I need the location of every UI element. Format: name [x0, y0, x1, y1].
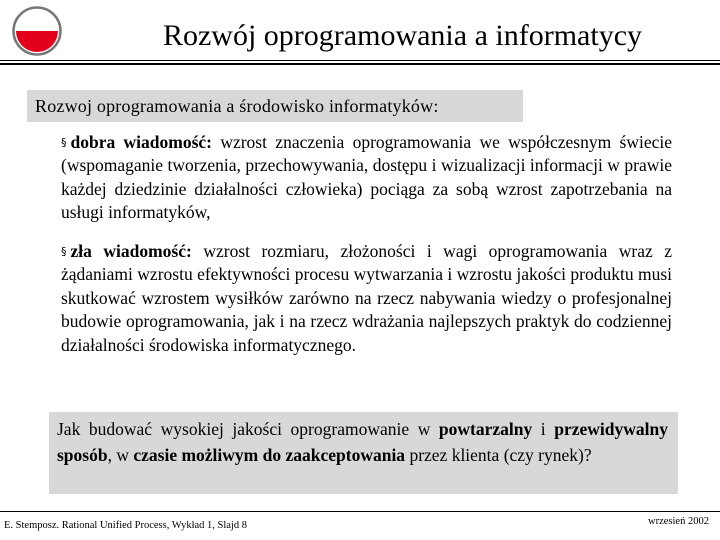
- section-subtitle: Rozwoj oprogramowania a środowisko informatyków:: [27, 90, 523, 122]
- title-divider-thick: [0, 63, 720, 65]
- question-text: , w: [107, 445, 134, 465]
- question-text: i: [532, 419, 555, 439]
- bullet-label: zła wiadomość:: [70, 241, 192, 261]
- question-emphasis: powtarzalny: [438, 419, 533, 439]
- title-divider: [0, 60, 720, 61]
- question-box: [49, 412, 678, 494]
- bullet-bad-news: [61, 240, 672, 357]
- footer-source: E. Stemposz. Rational Unified Process, Wykład 1, Slajd 8: [4, 520, 247, 531]
- poland-flag-logo-icon: [12, 6, 62, 56]
- bullet-marker: §: [61, 245, 67, 258]
- question-emphasis: czasie możliwym do zaakceptowania: [133, 445, 406, 465]
- question-emphasis: przewidywalny sposób: [57, 419, 668, 465]
- page-title: Rozwój oprogramowania a informatycy: [162, 19, 643, 52]
- bullet-text: wzrost rozmiaru, złożoności i wagi oprogramowania wraz z żądaniami wzrostu efektywności procesu wytwarzania i wzrostu jakości produktu musi skutkować wzrostem wysiłków zarówno na rzecz nabywania wiedzy o profesjonalnej budowie oprogramowania, jak i na rzecz wdrażania najlepszych praktyk do codziennej działalności środowiska informatycznego.: [61, 241, 672, 355]
- bullet-marker: §: [61, 136, 67, 149]
- bullet-label: dobra wiadomość:: [70, 132, 213, 152]
- footer-date: wrzesień 2002: [648, 516, 709, 527]
- footer-divider: [0, 511, 720, 512]
- question-text: Jak budować wysokiej jakości oprogramowanie w: [57, 419, 439, 439]
- bullet-text: wzrost znaczenia oprogramowania we współczesnym świecie (wspomaganie tworzenia, przechowywania, dostępu i wizualizacji informacji w prawie każdej dziedzinie działalności człowieka) pociąga za sobą wzrost zapotrzebania na usługi informatyków,: [61, 132, 672, 223]
- bullet-good-news: [61, 131, 672, 225]
- question-text: przez klienta (czy rynek)?: [405, 445, 592, 465]
